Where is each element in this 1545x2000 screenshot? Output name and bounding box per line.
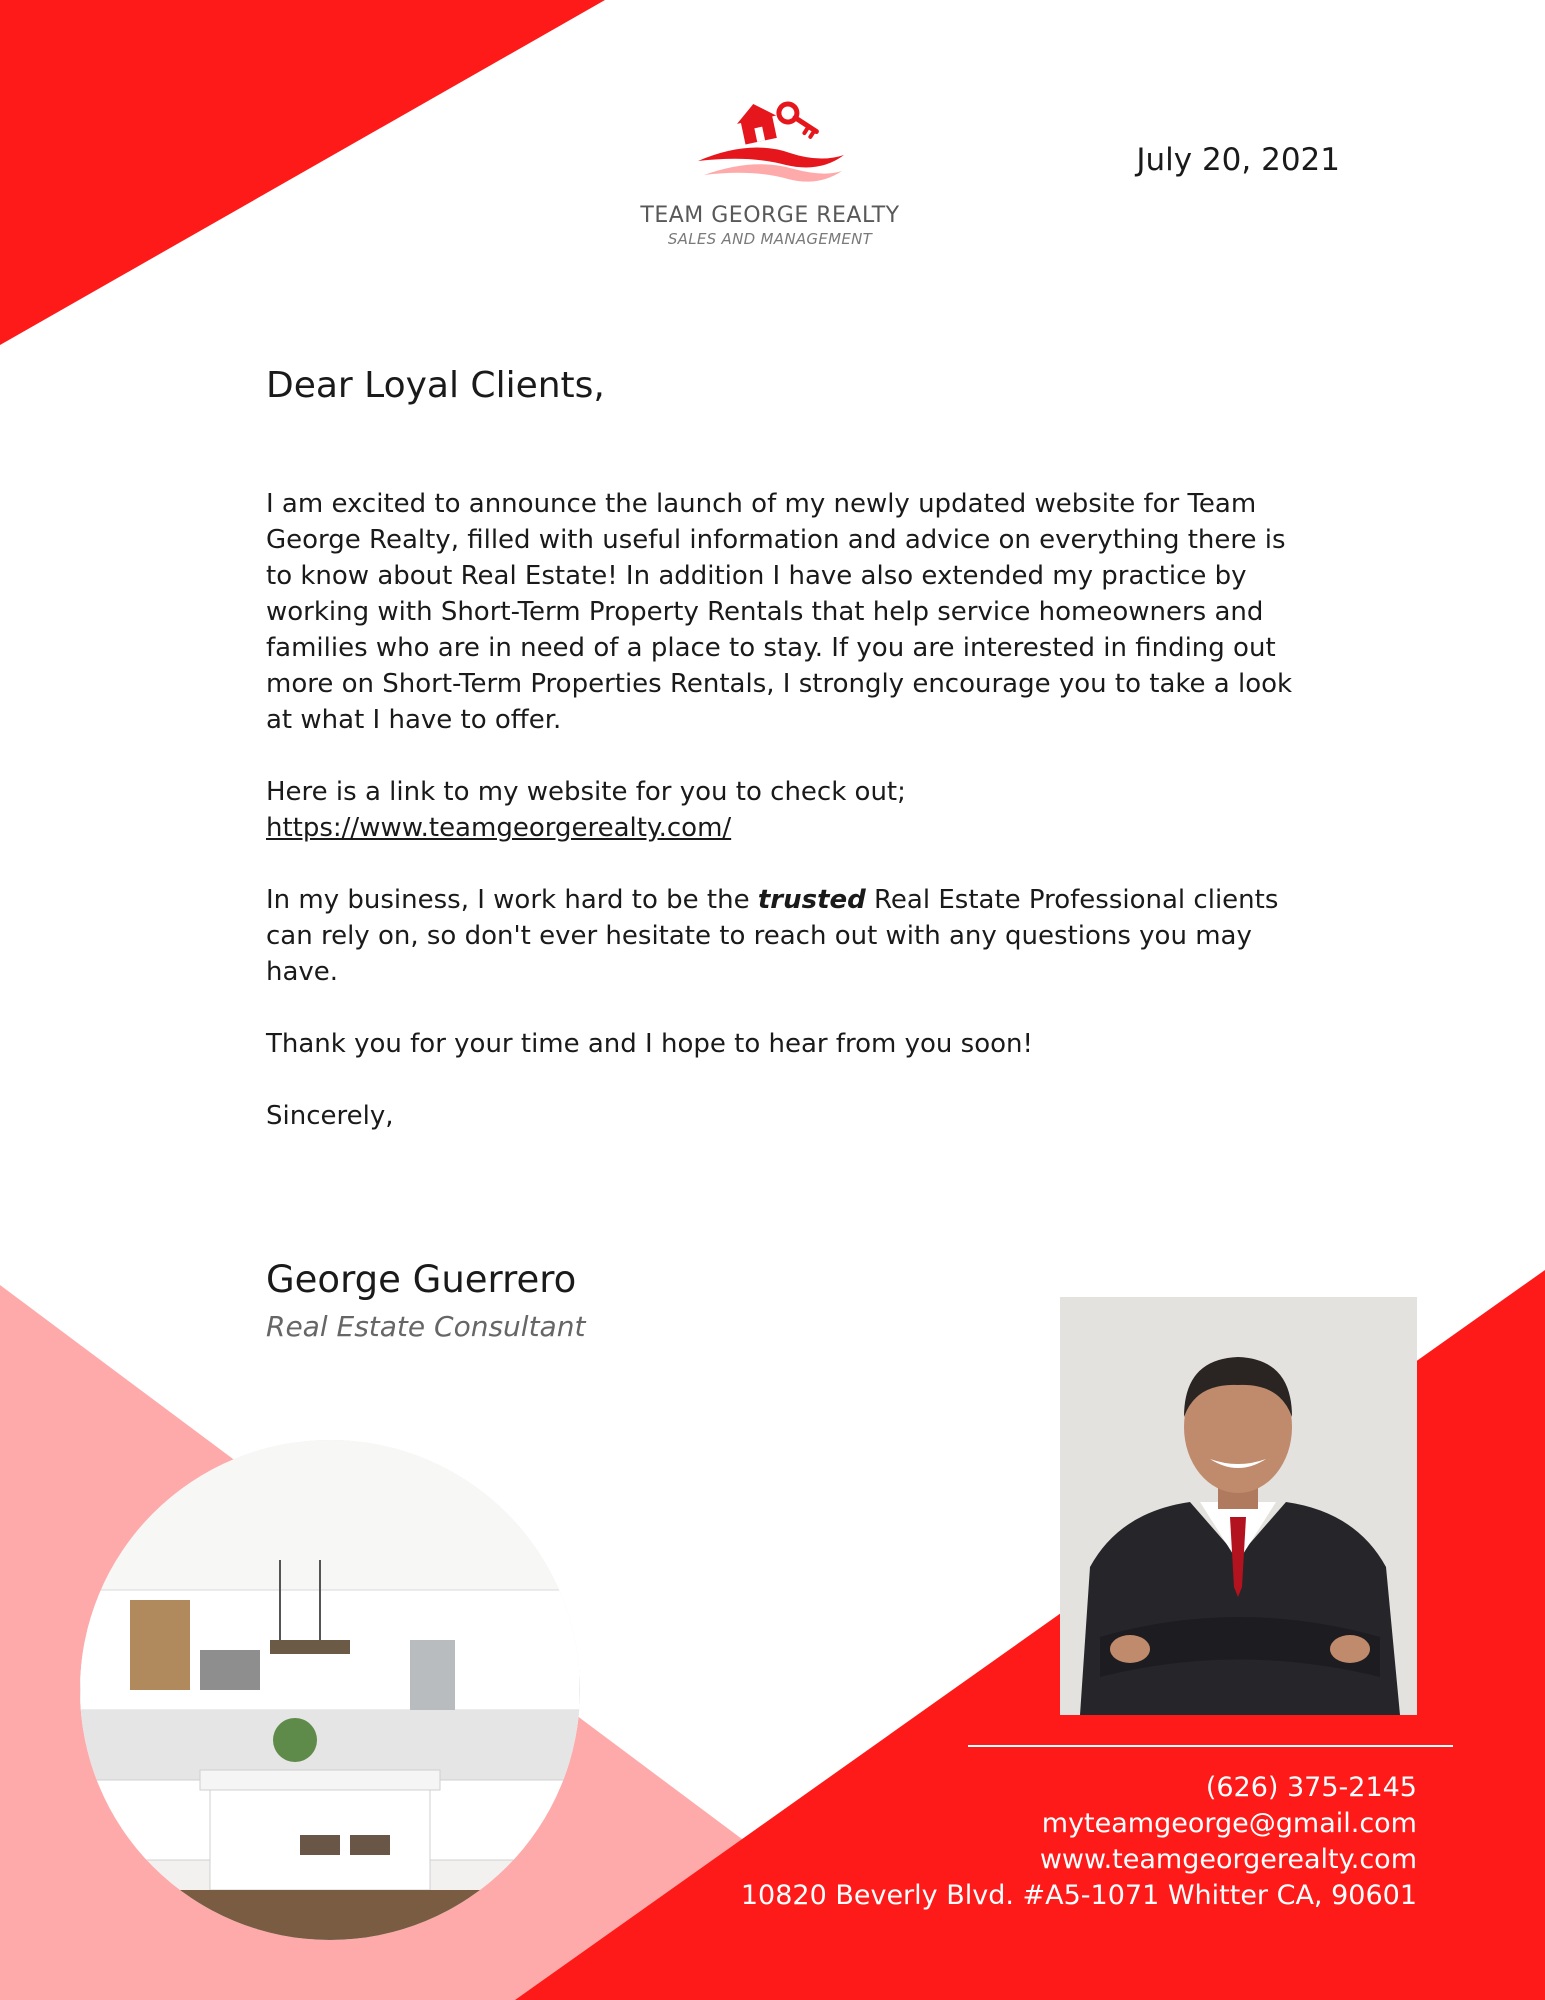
kitchen-photo xyxy=(80,1440,580,1940)
paragraph-1-end: , filled with useful information and advice on everything there is to know about Real Estate! In addition I have also extended my practice by working with Short-Term Property Rentals that help service homeowners and families who are in need of a place to stay. If you are interested in finding out more on Short-Term Properties Rentals, I strongly encourage you to take a look at what I have to offer. xyxy=(266,525,1293,735)
letter-date: July 20, 2021 xyxy=(1136,142,1340,178)
agent-portrait-photo xyxy=(1060,1297,1417,1715)
brand-tagline: SALES AND MANAGEMENT xyxy=(667,230,873,248)
paragraph-4: Thank you for your time and I hope to hear from you soon! xyxy=(266,1029,1033,1059)
paragraph-1-start: I am excited to announce the launch of my newly updated website for xyxy=(266,489,1188,519)
paragraph-3 xyxy=(266,882,1306,990)
contact-address: 10820 Beverly Blvd. #A5-1071 Whitter CA, 90601 xyxy=(740,1880,1417,1911)
contact-phone[interactable]: (626) 375-2145 xyxy=(1205,1772,1417,1803)
website-link[interactable]: https://www.teamgeorgerealty.com/ xyxy=(266,813,732,843)
paragraph-2-text: Here is a link to my website for you to check out; xyxy=(266,777,906,807)
closing: Sincerely, xyxy=(266,1101,394,1131)
signer-title: Real Estate Consultant xyxy=(266,1310,586,1343)
salutation: Dear Loyal Clients, xyxy=(266,365,605,406)
letter-body xyxy=(266,486,1306,1134)
paragraph-1 xyxy=(266,486,1306,738)
brand-logo xyxy=(560,95,980,248)
contact-website[interactable]: www.teamgeorgerealty.com xyxy=(1039,1844,1417,1875)
contact-email[interactable]: myteamgeorge@gmail.com xyxy=(1041,1808,1417,1839)
paragraph-2 xyxy=(266,774,1306,846)
signer-name: George Guerrero xyxy=(266,1258,577,1301)
house-key-icon xyxy=(690,95,850,195)
paragraph-3-end: Real Estate Professional clients can rely on, so don't ever hesitate to reach out with any questions you may have. xyxy=(266,885,1279,987)
contact-block xyxy=(741,1770,1417,1914)
paragraph-3-start: In my business, I work hard to be the xyxy=(266,885,758,915)
brand-name: TEAM GEORGE REALTY xyxy=(640,203,900,228)
emphasis-trusted: trusted xyxy=(757,885,866,915)
brand-mention: Team George Realty xyxy=(266,489,1257,555)
contact-divider xyxy=(968,1745,1453,1747)
top-left-red-triangle xyxy=(0,0,605,345)
